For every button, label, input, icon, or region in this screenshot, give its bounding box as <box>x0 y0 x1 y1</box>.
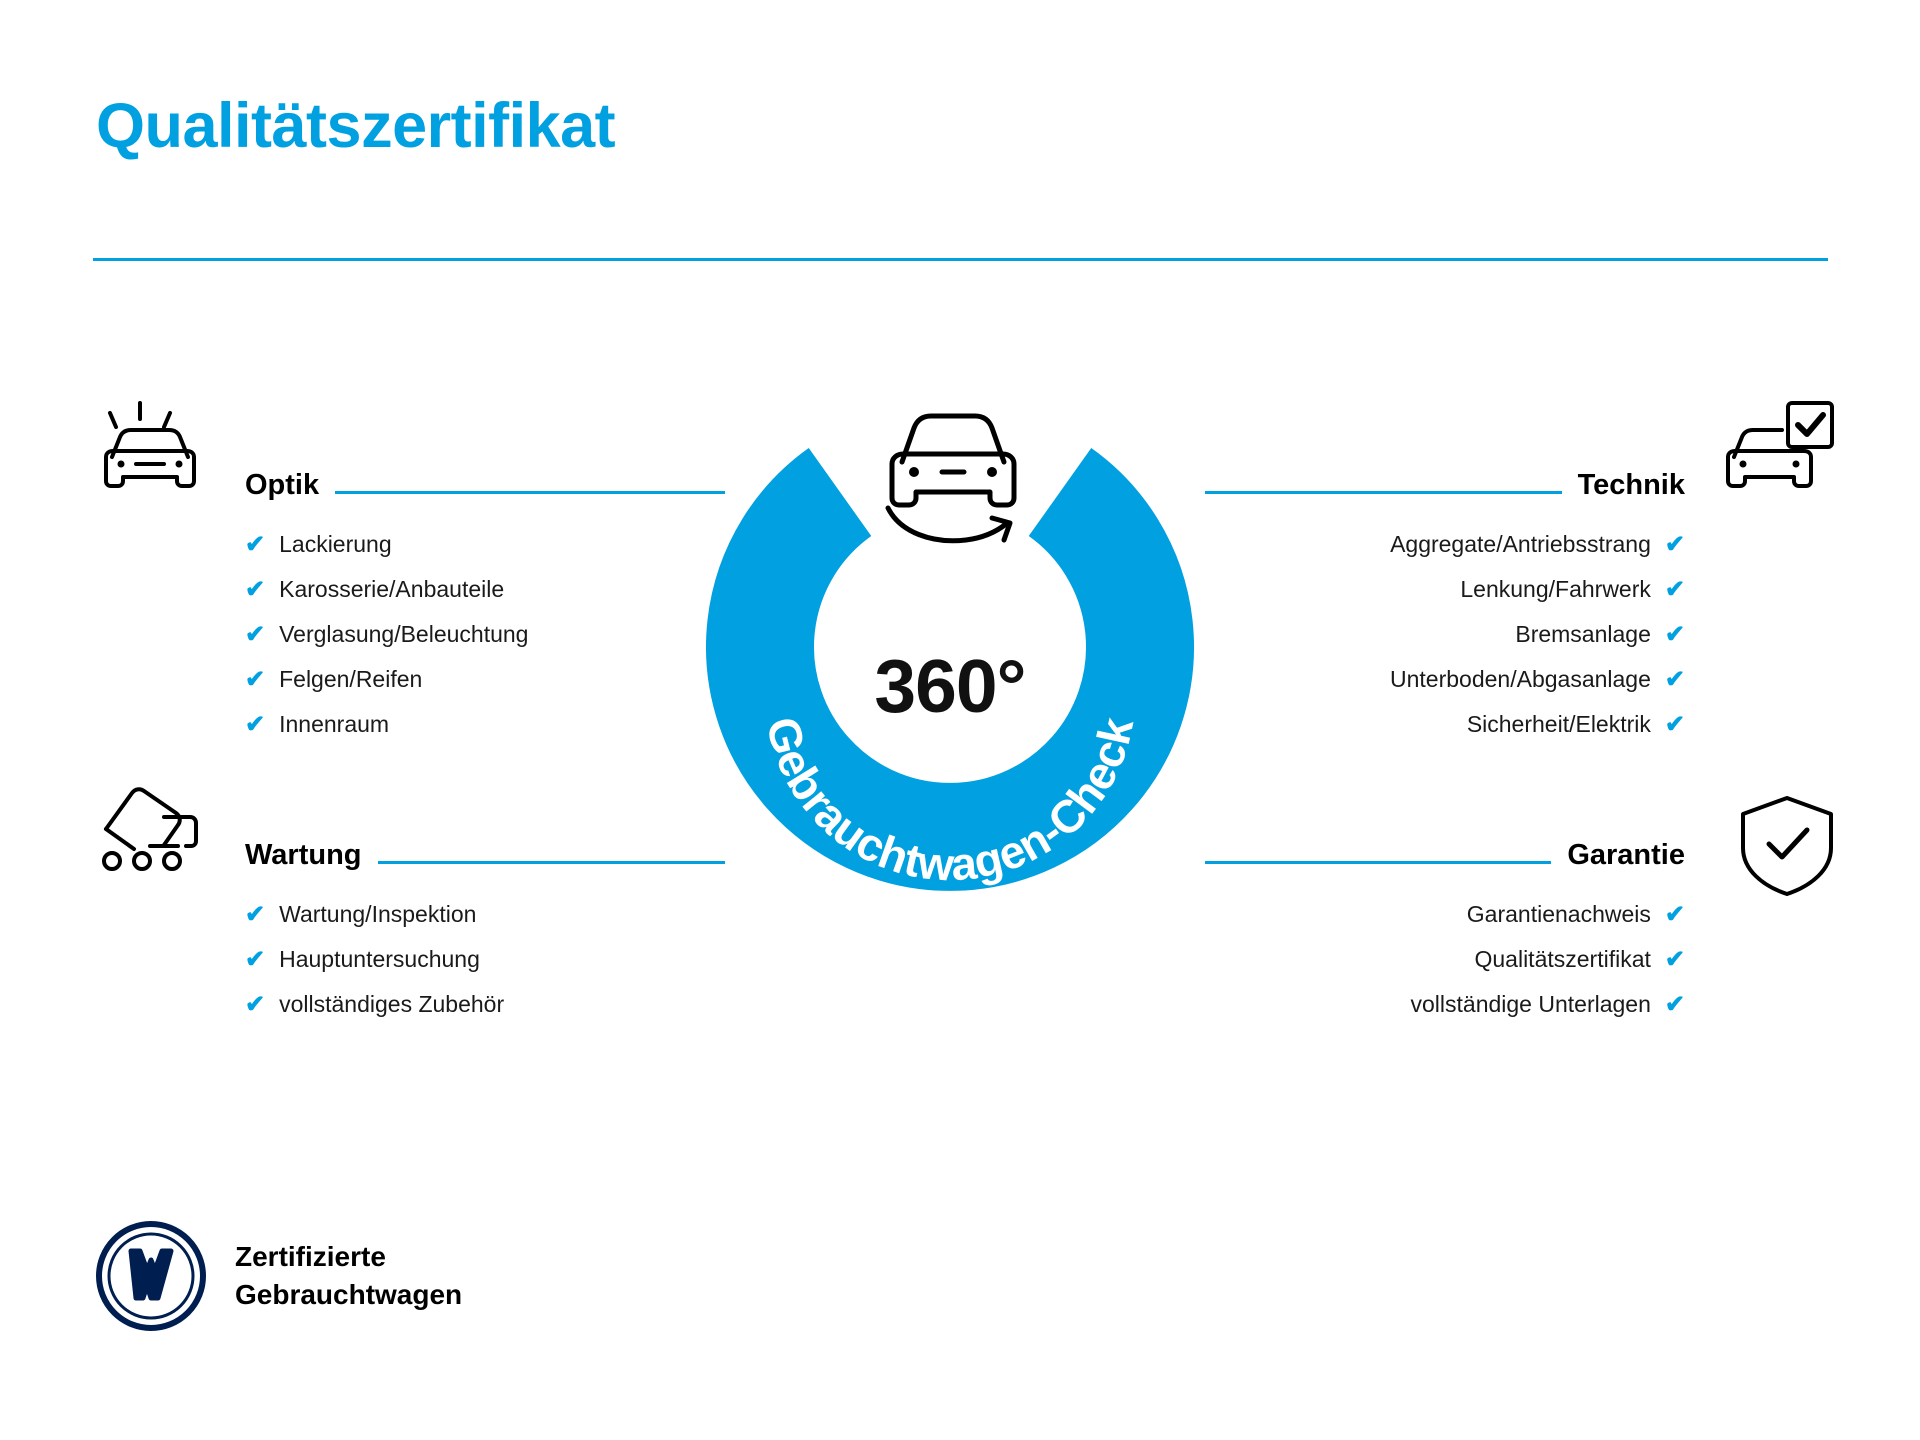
check-icon: ✔ <box>245 900 266 928</box>
check-icon: ✔ <box>1664 945 1685 973</box>
check-icon: ✔ <box>245 620 266 648</box>
check-icon: ✔ <box>1664 665 1685 693</box>
section-technik-title: Technik <box>1577 469 1685 501</box>
section-optik <box>245 440 725 763</box>
check-icon: ✔ <box>1664 990 1685 1018</box>
section-technik-list <box>1205 522 1685 747</box>
check-icon: ✔ <box>1664 620 1685 648</box>
section-optik-header <box>245 440 725 500</box>
check-icon: ✔ <box>245 710 266 738</box>
list-item-label: Verglasung/Beleuchtung <box>279 621 529 647</box>
footer-brand <box>95 1220 462 1332</box>
section-technik-header <box>1205 440 1685 500</box>
list-item-label: Sicherheit/Elektrik <box>1466 711 1651 737</box>
check-icon: ✔ <box>245 530 266 558</box>
section-optik-title: Optik <box>245 469 320 501</box>
badge-ring <box>690 380 1210 920</box>
list-item <box>245 982 725 1027</box>
shield-check-icon <box>1735 790 1840 905</box>
check-icon: ✔ <box>245 945 266 973</box>
section-optik-rule <box>335 491 725 494</box>
section-garantie <box>1205 810 1685 1043</box>
section-garantie-header <box>1205 810 1685 870</box>
list-item-label: Aggregate/Antriebsstrang <box>1390 531 1651 557</box>
list-item <box>245 657 725 702</box>
badge-value: 360° <box>874 644 1026 728</box>
car-rotate-icon <box>888 416 1014 541</box>
list-item <box>1205 567 1685 612</box>
check-icon: ✔ <box>245 990 266 1018</box>
check-icon: ✔ <box>1664 575 1685 603</box>
list-item-label: Wartung/Inspektion <box>279 901 477 927</box>
list-item <box>245 892 725 937</box>
footer-line-2: Gebrauchtwagen <box>235 1279 463 1310</box>
list-item <box>1205 937 1685 982</box>
check-icon: ✔ <box>1664 530 1685 558</box>
header-divider <box>93 258 1828 261</box>
section-wartung-header <box>245 810 725 870</box>
section-garantie-rule <box>1205 861 1551 864</box>
list-item-label: Lenkung/Fahrwerk <box>1460 576 1651 602</box>
ring-label: Gebrauchtwagen-Check <box>756 712 1144 891</box>
list-item <box>245 702 725 747</box>
section-optik-list <box>245 522 725 747</box>
list-item-label: Innenraum <box>279 711 390 737</box>
section-technik <box>1205 440 1685 763</box>
footer-line-1: Zertifizierte <box>235 1241 386 1273</box>
vw-logo <box>95 1220 207 1332</box>
list-item-label: Unterboden/Abgasanlage <box>1390 666 1651 692</box>
section-garantie-list <box>1205 892 1685 1027</box>
footer-text <box>235 1238 462 1314</box>
car-checklist-icon <box>1720 395 1840 510</box>
list-item-label: Garantienachweis <box>1466 901 1651 927</box>
list-item <box>1205 982 1685 1027</box>
badge-360-check <box>690 380 1210 920</box>
list-item <box>1205 657 1685 702</box>
car-front-shine-icon <box>90 395 210 510</box>
section-wartung-rule <box>378 861 725 864</box>
section-wartung-title: Wartung <box>245 839 362 871</box>
list-item-label: Hauptuntersuchung <box>279 946 480 972</box>
car-lift-icon <box>90 775 210 890</box>
list-item-label: vollständige Unterlagen <box>1410 991 1651 1017</box>
list-item <box>1205 522 1685 567</box>
list-item <box>1205 892 1685 937</box>
section-technik-rule <box>1205 491 1562 494</box>
check-icon: ✔ <box>1664 900 1685 928</box>
section-wartung <box>245 810 725 1043</box>
list-item-label: Felgen/Reifen <box>279 666 423 692</box>
list-item <box>1205 702 1685 747</box>
list-item-label: Qualitätszertifikat <box>1474 946 1651 972</box>
check-icon: ✔ <box>245 665 266 693</box>
section-garantie-title: Garantie <box>1567 839 1685 871</box>
list-item-label: Bremsanlage <box>1515 621 1651 647</box>
list-item-label: Lackierung <box>279 531 392 557</box>
list-item <box>245 567 725 612</box>
list-item-label: vollständiges Zubehör <box>279 991 505 1017</box>
list-item <box>245 522 725 567</box>
section-wartung-list <box>245 892 725 1027</box>
check-icon: ✔ <box>1664 710 1685 738</box>
list-item-label: Karosserie/Anbauteile <box>279 576 505 602</box>
page-title: Qualitätszertifikat <box>96 91 616 161</box>
list-item <box>245 612 725 657</box>
list-item <box>245 937 725 982</box>
check-icon: ✔ <box>245 575 266 603</box>
list-item <box>1205 612 1685 657</box>
